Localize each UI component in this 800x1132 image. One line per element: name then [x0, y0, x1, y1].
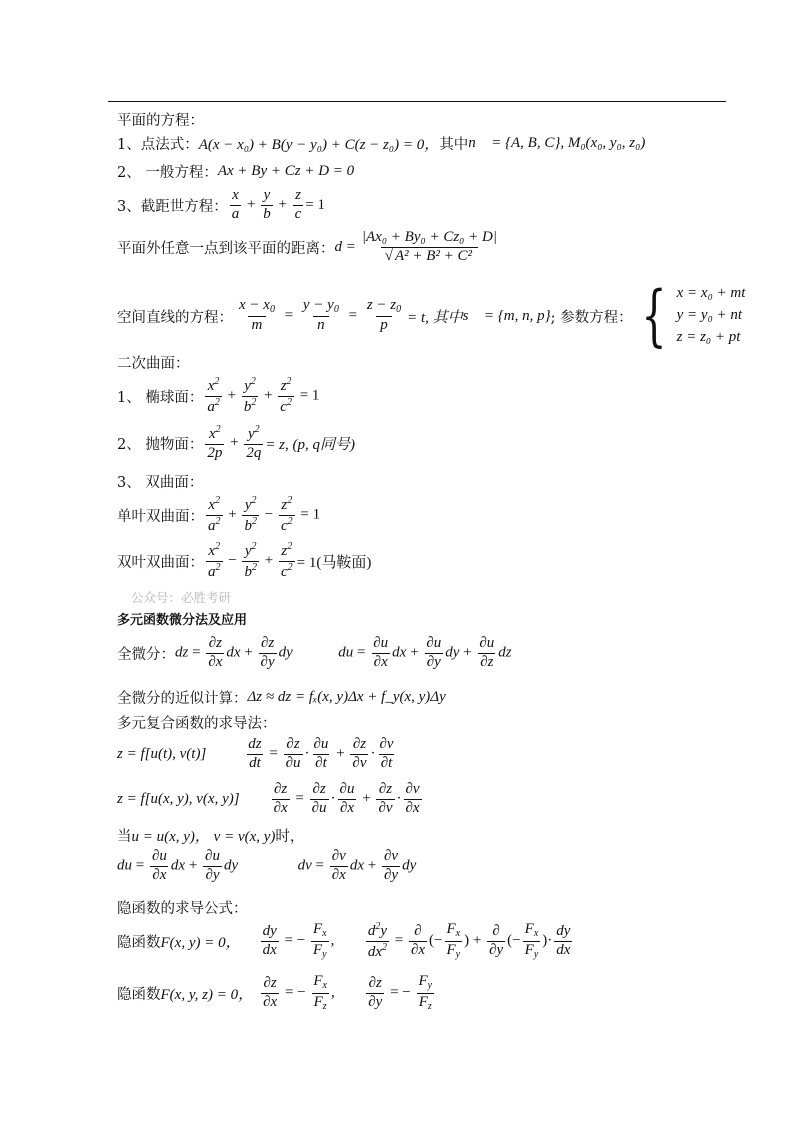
space-line-equation: 空间直线的方程： $\frac{x - x_0}{m}$ = $\frac{y - y_0}{n}$ = $\frac{z - z_0}{p}$ = t, 其中 s⃗ = {m, n, p} ; 参数方程： { x = x₀ + mt y = y₀ + nt z = z₀ + pt: [117, 277, 746, 354]
intercept-form: 3、截距世方程： $\frac{x}{a}$ + $\frac{y}{b}$ + $\frac{z}{c}$ = 1: [117, 187, 326, 222]
paraboloid: 2、 抛物面： $\frac{x^2}{2p}$ + $\frac{y^2}{2q}$ = z, (p, q同号): [117, 424, 356, 461]
chain-rule-one-var: z = f[u(t), v(t)] $\frac{dz}{dt}$ = $\frac{\partial z}{\partial u}$ · $\frac{\partial u}{\partial t}$ + $\frac{\partial z}{\partial v}$ · $\frac{\partial v}{\partial t}$: [117, 736, 394, 771]
when-condition: 当 u = u(x, y)， v = v(x, y) 时，: [117, 829, 305, 845]
hyperboloid-title: 3、 双曲面：: [117, 475, 204, 491]
general-form: 2、 一般方程： Ax + By + Cz + D = 0: [117, 163, 355, 181]
watermark: 公众号：必胜考研: [131, 590, 232, 605]
hyperboloid-one-sheet: 单叶双曲面： $\frac{x^2}{a^2}$ + $\frac{y^2}{b^2}$ − $\frac{z^2}{c^2}$ = 1: [117, 495, 321, 534]
point-plane-distance: 平面外任意一点到该平面的距离： d = $\frac{\text{|Ax₀ + By₀ + Cz₀ + D|}}{\text{√ A² + B² + C²}}$: [117, 229, 497, 264]
top-rule: [108, 101, 726, 102]
hyperboloid-two-sheets: 双叶双曲面： $\frac{x^2}{a^2}$ − $\frac{y^2}{b^2}$ + $\frac{z^2}{c^2}$ = 1(马鞍面): [117, 541, 372, 580]
implicit-two-vars: 隐函数 F(x, y) = 0， $\frac{dy}{dx}$ = − $\frac{F_x}{F_y}$ , $\frac{d^2y}{dx^2}$ = $\frac{\partial}{\partial x}$ (− $\frac{F_x}{F_y}$ ) + $\frac{\partial}{\partial y}$ (− $\frac{F_x}{F_y}$ )· $\frac{dy}{dx}$: [117, 921, 571, 960]
section-title-quadric: 二次曲面：: [117, 356, 190, 372]
section-title-plane: 平面的方程：: [117, 113, 204, 129]
du-dv-differentials: du = $\frac{\partial u}{\partial x}$ dx + $\frac{\partial u}{\partial y}$ dy dv = $\frac{\partial v}{\partial x}$ dx + $\frac{\partial v}{\partial y}$ dy: [117, 848, 417, 883]
implicit-title: 隐函数的求导公式：: [117, 901, 248, 917]
implicit-three-vars: 隐函数 F(x, y, z) = 0， $\frac{\partial z}{\partial x}$ = − $\frac{F_x}{F_z}$ , $\frac{\partial z}{\partial y}$ = − $\frac{F_y}{F_z}$: [117, 973, 433, 1012]
chain-rule-two-vars: z = f[u(x, y), v(x, y)] $\frac{\partial z}{\partial x}$ = $\frac{\partial z}{\partial u}$ · $\frac{\partial u}{\partial x}$ + $\frac{\partial z}{\partial v}$ · $\frac{\partial v}{\partial x}$: [117, 781, 420, 816]
section-title-multivariable: 多元函数微分法及应用: [117, 613, 248, 628]
point-normal-form: 1、点法式： A(x − x₀) + B(y − y₀) + C(z − z₀) = 0， 其中 n⃗ = {A, B, C}, M₀(x₀, y₀, z₀): [117, 135, 646, 153]
chain-rule-title: 多元复合函数的求导法：: [117, 716, 277, 732]
total-differential: 全微分： dz = $\frac{\partial z}{\partial x}$ dx + $\frac{\partial z}{\partial y}$ dy du = $\frac{\partial u}{\partial x}$ dx + $\frac{\partial u}{\partial y}$ dy + $\frac{\partial u}{\partial z}$ dz: [117, 635, 512, 670]
ellipsoid: 1、 椭球面： $\frac{x^2}{a^2}$ + $\frac{y^2}{b^2}$ + $\frac{z^2}{c^2}$ = 1: [117, 376, 320, 415]
approx-total-differential: 全微分的近似计算： Δz ≈ dz = fₓ(x, y)Δx + f_y(x, y)Δy: [117, 689, 446, 707]
